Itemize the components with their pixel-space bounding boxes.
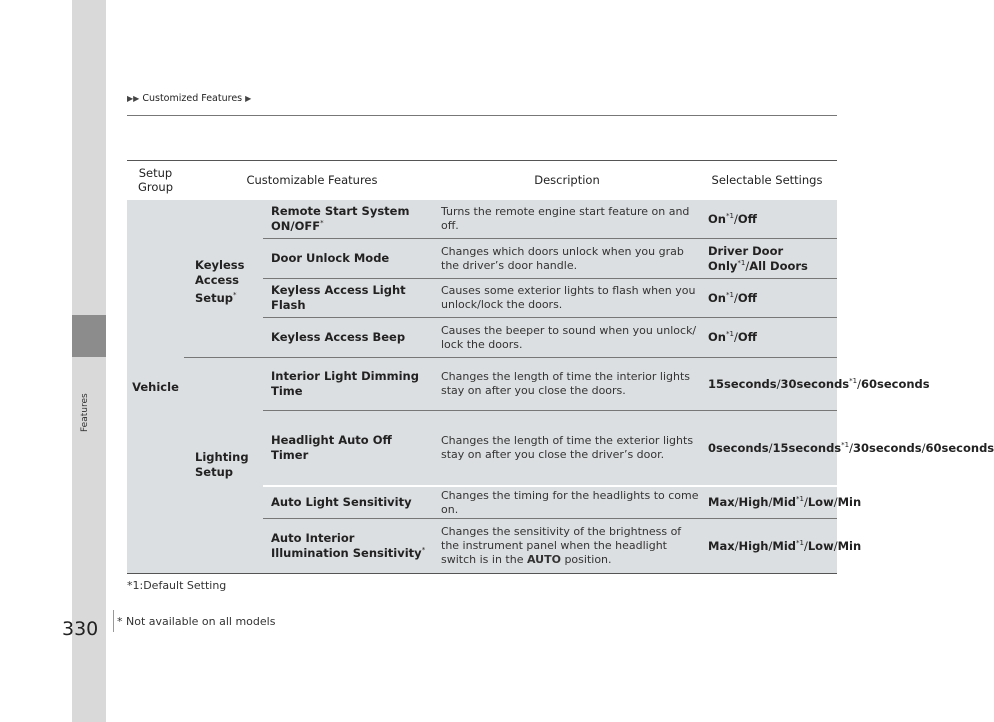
setting-option: On	[708, 290, 726, 305]
group-keyless-label: Keyless Access Setup	[195, 258, 245, 305]
setting-option: 60seconds	[925, 440, 994, 455]
feature-name-text: Interior Light Dimming Time	[271, 369, 419, 398]
default-mark: *1	[725, 330, 734, 339]
feature-name	[271, 358, 429, 410]
feature-description: Changes the length of time the exterior lights stay on after you close the driver’s door.	[441, 434, 694, 461]
feature-description: Changes the sensitivity of the brightness of the instrument panel when the headlight switch is in the AUTO position.	[441, 525, 682, 566]
feature-description: Causes the beeper to sound when you unlock/ lock the doors.	[441, 323, 697, 351]
setting-option: On	[708, 330, 726, 344]
header-rule	[127, 115, 837, 116]
setting-option: 30seconds	[853, 440, 922, 455]
table-row	[263, 200, 837, 238]
selectable-settings: 0seconds/15seconds$^{*1}$/30seconds/60seconds	[708, 440, 994, 455]
setting-option: On	[708, 211, 726, 226]
feature-name-text: Auto Light Sensitivity	[271, 495, 412, 509]
setting-option: 30seconds	[780, 376, 850, 391]
setup-group-vehicle: Vehicle	[132, 379, 179, 394]
setting-option: Min	[837, 538, 862, 553]
table-row	[263, 519, 862, 573]
footnote-rule	[113, 610, 114, 632]
table-row	[263, 318, 837, 357]
setting-option: All Doors	[749, 258, 808, 273]
selectable-settings: 15seconds/30seconds$^{*1}$/60seconds	[708, 376, 930, 391]
description-emphasis: AUTO	[526, 553, 561, 566]
selectable-settings: On$^{*1}$/Off	[708, 290, 757, 305]
setting-option: High	[738, 495, 769, 509]
chapter-tab[interactable]	[72, 315, 106, 357]
chapter-label: Features	[80, 393, 90, 432]
setting-option: 0seconds	[708, 440, 769, 455]
feature-name-text: Remote Start System ON/OFF*	[271, 204, 410, 233]
setting-option: Max	[708, 495, 735, 509]
setting-option: Mid	[772, 538, 796, 553]
setting-option: 15seconds	[708, 376, 777, 391]
setting-option: Mid	[772, 495, 796, 509]
setting-option: Off	[737, 211, 757, 226]
breadcrumb-text[interactable]: Customized Features	[142, 93, 243, 104]
setting-option: 60seconds	[861, 376, 930, 391]
selectable-settings: On$^{*1}$/Off	[708, 211, 757, 226]
setting-option: Off	[737, 290, 757, 305]
default-mark: *1	[737, 258, 746, 267]
group-lighting	[195, 450, 255, 480]
feature-name	[271, 279, 429, 317]
default-mark: *1	[796, 538, 804, 547]
default-mark: *1	[725, 290, 734, 299]
default-mark: *1	[725, 211, 734, 220]
breadcrumb[interactable]	[127, 93, 251, 104]
feature-description: Changes which doors unlock when you grab the driver’s door handle.	[441, 244, 684, 272]
feature-name-text: Headlight Auto Off Timer	[271, 433, 392, 462]
table-row	[263, 239, 837, 278]
feature-name	[271, 411, 429, 485]
selectable-settings: Max/High/Mid$^{*1}$/Low/Min	[708, 495, 862, 509]
setting-option: Driver Door Only	[708, 243, 784, 273]
group-keyless-mark: *	[233, 291, 237, 299]
setting-option: Low	[807, 495, 834, 509]
setting-option: Off	[737, 330, 757, 344]
setting-option: Max	[708, 538, 735, 553]
selectable-settings: Driver Door Only$^{*1}$/All Doors	[708, 243, 808, 273]
setting-option: High	[738, 538, 769, 553]
table-bottom-rule	[127, 573, 837, 574]
selectable-settings: On$^{*1}$/Off	[708, 330, 757, 344]
table-header	[127, 161, 837, 199]
default-mark: *1	[849, 376, 858, 385]
breadcrumb-end-arrow-icon: ▶	[245, 94, 252, 103]
page-number: 330	[62, 618, 99, 640]
feature-name	[271, 200, 429, 238]
header-selectable-settings: Selectable Settings	[711, 173, 823, 187]
feature-description: Causes some exterior lights to flash when you unlock/lock the doors.	[441, 284, 696, 311]
table-body	[127, 200, 994, 573]
header-description: Description	[534, 173, 600, 187]
setting-option: 15seconds	[772, 440, 842, 455]
availability-mark: *	[421, 546, 426, 555]
feature-description: Changes the timing for the headlights to come on.	[441, 488, 699, 516]
availability-mark: *	[320, 219, 324, 228]
feature-name	[271, 519, 429, 573]
feature-name-text: Door Unlock Mode	[271, 251, 390, 265]
table-row	[263, 279, 837, 317]
default-mark: *1	[841, 440, 850, 449]
feature-name	[271, 318, 429, 357]
feature-name	[271, 487, 429, 518]
feature-description: Turns the remote engine start feature on and off.	[441, 205, 690, 232]
header-setup-group: Setup Group	[137, 166, 173, 194]
breadcrumb-arrow-icon: ▶▶	[127, 94, 140, 103]
default-mark: *1	[796, 495, 804, 504]
feature-description: Changes the length of time the interior lights stay on after you close the doors.	[441, 370, 690, 397]
setting-option: Low	[807, 538, 834, 553]
footnote-default-setting: *1:Default Setting	[127, 579, 227, 592]
table-row	[263, 487, 862, 518]
group-lighting-label: Lighting Setup	[195, 450, 249, 479]
header-customizable-features: Customizable Features	[246, 173, 378, 187]
feature-name-text: Auto Interior Illumination Sensitivity*	[271, 531, 426, 560]
side-strip	[72, 0, 106, 722]
feature-name-text: Keyless Access Light Flash	[271, 283, 406, 312]
setting-option: Min	[837, 495, 862, 509]
table-row	[263, 358, 930, 410]
selectable-settings: Max/High/Mid$^{*1}$/Low/Min	[708, 538, 862, 553]
feature-name	[271, 239, 429, 278]
table-row	[263, 411, 994, 485]
group-keyless-access	[195, 258, 255, 306]
feature-name-text: Keyless Access Beep	[271, 330, 406, 344]
footnote-not-available: * Not available on all models	[117, 615, 276, 628]
